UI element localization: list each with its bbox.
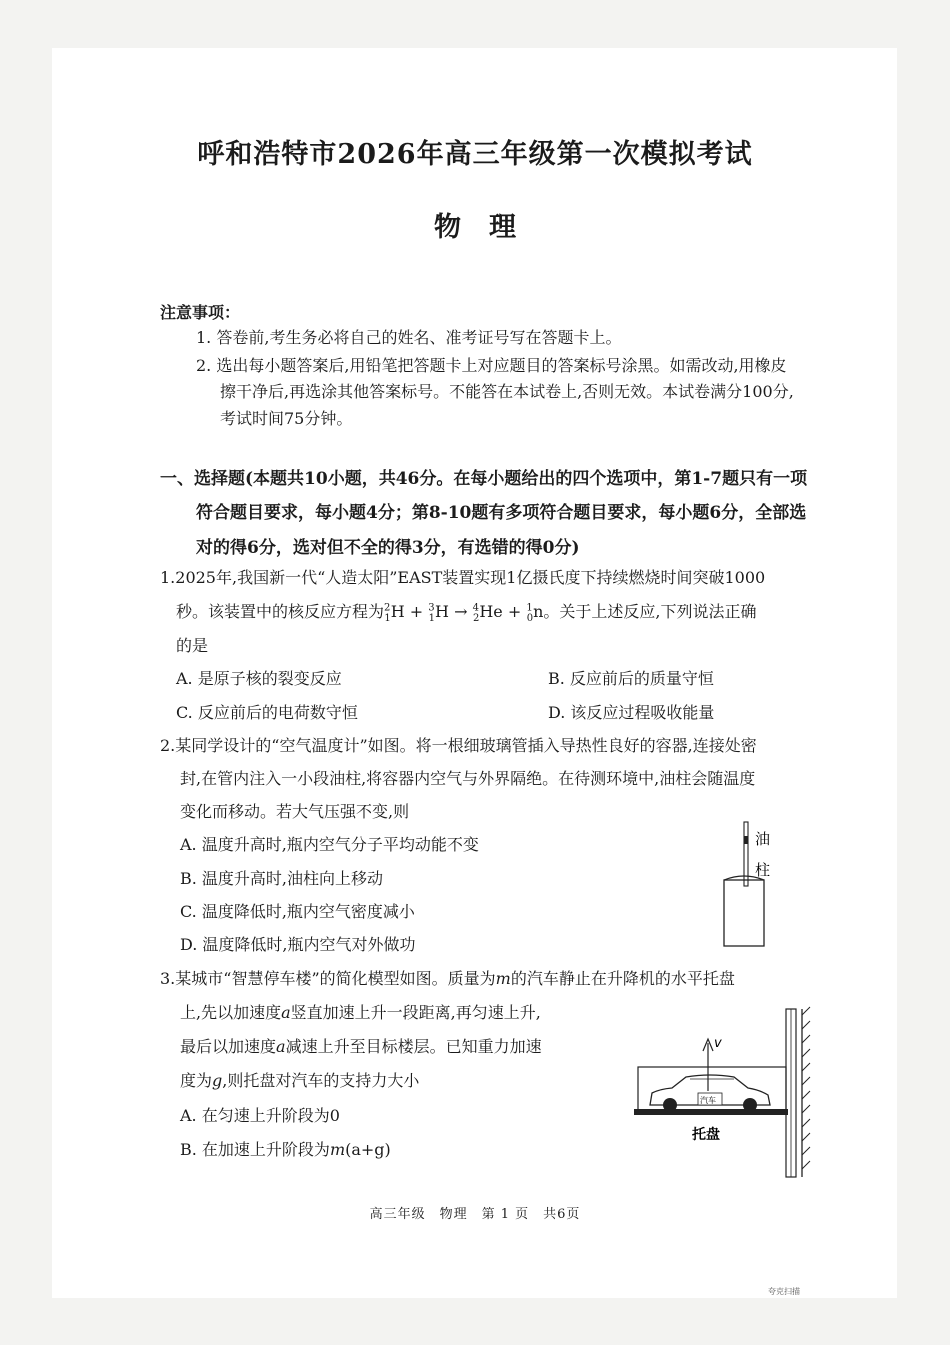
- notice-item-2: 2. 选出每小题答案后,用铅笔把答题卡上对应题目的答案标号涂黑。如需改动,用橡皮: [196, 356, 787, 375]
- q1-option-b: B. 反应前后的质量守恒: [548, 669, 714, 688]
- notice-item-1: 1. 答卷前,考生务必将自己的姓名、准考证号写在答题卡上。: [196, 328, 622, 347]
- q1-stem-line-2: 秒。该装置中的核反应方程为$^2_1$H + $^3_1$H → $^4_2$He + $^1_0$n。关于上述反应,下列说法正确: [176, 602, 757, 625]
- q3-option-a: A. 在匀速上升阶段为0: [180, 1106, 340, 1125]
- parking-lift-figure: [630, 1005, 820, 1180]
- tray-label: 托盘: [692, 1127, 720, 1143]
- car-wheel-rear: [663, 1098, 677, 1112]
- q1-option-a: A. 是原子核的裂变反应: [176, 669, 342, 688]
- q3-stem-line-3: 最后以加速度a减速上升至目标楼层。已知重力加速: [180, 1037, 542, 1056]
- q3-stem-line-4: 度为g,则托盘对汽车的支持力大小: [180, 1071, 420, 1090]
- oil-column: [744, 836, 748, 844]
- q3-stem-line-2: 上,先以加速度a竖直加速上升一段距离,再匀速上升,: [180, 1003, 541, 1022]
- air-thermometer-figure: [718, 820, 798, 950]
- q2-stem-line-2: 封,在管内注入一小段油柱,将容器内空气与外界隔绝。在待测环境中,油柱会随温度: [180, 769, 756, 788]
- q2-option-a: A. 温度升高时,瓶内空气分子平均动能不变: [180, 835, 479, 854]
- oil-column-label-1: 油: [755, 830, 771, 848]
- wall-hatching: [802, 1007, 810, 1177]
- oil-column-label-2: 柱: [755, 861, 771, 879]
- nuclear-equation: $^2_1$H + $^3_1$H → $^4_2$He + $^1_0$n: [384, 602, 544, 625]
- car-label: 汽车: [700, 1096, 716, 1105]
- notice-heading: 注意事项：: [160, 303, 241, 322]
- q2-stem-line-1: 2.某同学设计的“空气温度计”如图。将一根细玻璃管插入导热性良好的容器,连接处密: [160, 736, 757, 755]
- container-bottle: [724, 880, 764, 946]
- tray-platform: [634, 1109, 788, 1115]
- notice-item-2-end: 考试时间75分钟。: [220, 409, 353, 428]
- section-heading-line-1: 一、选择题(本题共10小题，共46分。在每小题给出的四个选项中，第1-7题只有一项: [160, 469, 808, 489]
- page-footer: 高三年级 物理 第 1 页 共6页: [369, 1207, 581, 1222]
- velocity-label: v: [714, 1036, 722, 1051]
- section-heading-line-2: 符合题目要求，每小题4分；第8-10题有多项符合题目要求，每小题6分，全部选: [196, 503, 807, 523]
- q1-option-d: D. 该反应过程吸收能量: [548, 703, 715, 722]
- q2-option-b: B. 温度升高时,油柱向上移动: [180, 869, 384, 888]
- exam-title: 呼和浩特市2026年高三年级第一次模拟考试: [197, 139, 753, 170]
- q2-option-c: C. 温度降低时,瓶内空气密度减小: [180, 902, 415, 921]
- q1-stem-line-3: 的是: [176, 636, 209, 655]
- q2-stem-line-3: 变化而移动。若大气压强不变,则: [180, 802, 410, 821]
- q1-option-c: C. 反应前后的电荷数守恒: [176, 703, 358, 722]
- q1-stem-line-1: 1.2025年,我国新一代“人造太阳”EAST装置实现1亿摄氏度下持续燃烧时间突破1000: [160, 568, 766, 587]
- subject-title: 物理: [434, 212, 544, 243]
- car-wheel-front: [743, 1098, 757, 1112]
- corner-scan-watermark: 夸克扫描: [768, 1287, 800, 1296]
- notice-item-2-cont: 擦干净后,再选涂其他答案标号。不能答在本试卷上,否则无效。本试卷满分100分,: [220, 382, 794, 401]
- q2-option-d: D. 温度降低时,瓶内空气对外做功: [180, 935, 416, 954]
- q3-option-b: B. 在加速上升阶段为m(a+g): [180, 1140, 391, 1159]
- section-heading-line-3: 对的得6分，选对但不全的得3分，有选错的得0分): [196, 538, 580, 558]
- q3-stem-line-1: 3.某城市“智慧停车楼”的简化模型如图。质量为m的汽车静止在升降机的水平托盘: [160, 969, 735, 988]
